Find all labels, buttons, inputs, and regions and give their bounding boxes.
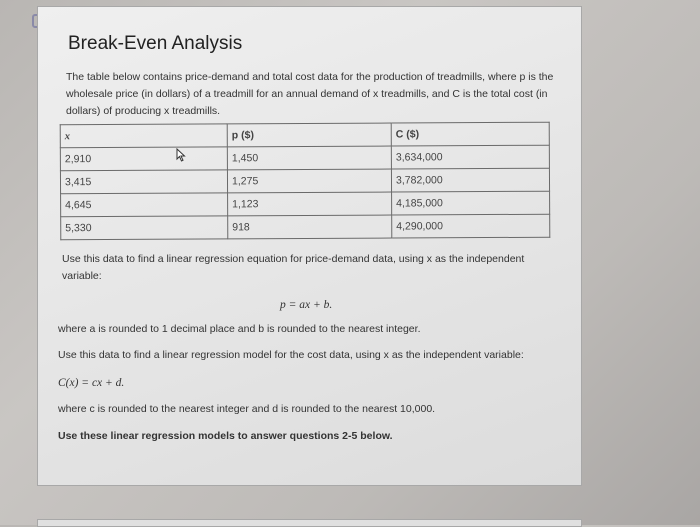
cell-p: 1,275 <box>227 169 391 193</box>
equation-price-demand: p = ax + b. <box>280 299 333 311</box>
cell-x: 2,910 <box>60 147 227 171</box>
intro-text: The table below contains price-demand and total cost data for the production of treadmills, where p is the wholesale price (in dollars) of a treadmill for an annual demand of x treadmills, and C is the total cost (in dollars) of producing x treadmills. <box>66 71 554 117</box>
cell-x: 5,330 <box>61 216 228 240</box>
rounding-note-cost: where c is rounded to the nearest integer and d is rounded to the nearest 10,000. <box>58 403 436 415</box>
table-header-row <box>60 122 549 148</box>
cell-c: 3,634,000 <box>391 145 549 169</box>
page-title: Break-Even Analysis <box>68 33 243 54</box>
cell-p: 1,450 <box>227 146 391 170</box>
data-table <box>60 122 551 241</box>
cell-x: 3,415 <box>60 170 227 194</box>
table-row <box>60 168 549 194</box>
table-row <box>60 145 549 171</box>
final-instruction: Use these linear regression models to answer questions 2-5 below. <box>58 430 393 442</box>
next-card-edge <box>37 519 582 527</box>
cell-p: 1,123 <box>228 192 392 216</box>
instruction-cost: Use this data to find a linear regression model for the cost data, using x as the independent variable: <box>58 349 524 361</box>
content-card <box>37 6 582 486</box>
cell-x: 4,645 <box>61 193 228 217</box>
col-header-x: x <box>60 124 227 148</box>
table-row <box>61 191 550 217</box>
mouse-cursor-icon <box>176 148 186 162</box>
cell-p: 918 <box>228 215 392 239</box>
cell-c: 4,290,000 <box>392 214 550 238</box>
table-row <box>61 214 550 240</box>
equation-cost: C(x) = cx + d. <box>58 377 125 389</box>
cell-c: 4,185,000 <box>392 191 550 215</box>
cell-c: 3,782,000 <box>391 168 549 192</box>
instruction-price-demand: Use this data to find a linear regression equation for price-demand data, using x as the independent variable: <box>62 253 525 282</box>
col-header-c: C ($) <box>391 122 549 146</box>
rounding-note-price-demand: where a is rounded to 1 decimal place and b is rounded to the nearest integer. <box>58 323 421 335</box>
col-header-p: p ($) <box>227 123 391 147</box>
